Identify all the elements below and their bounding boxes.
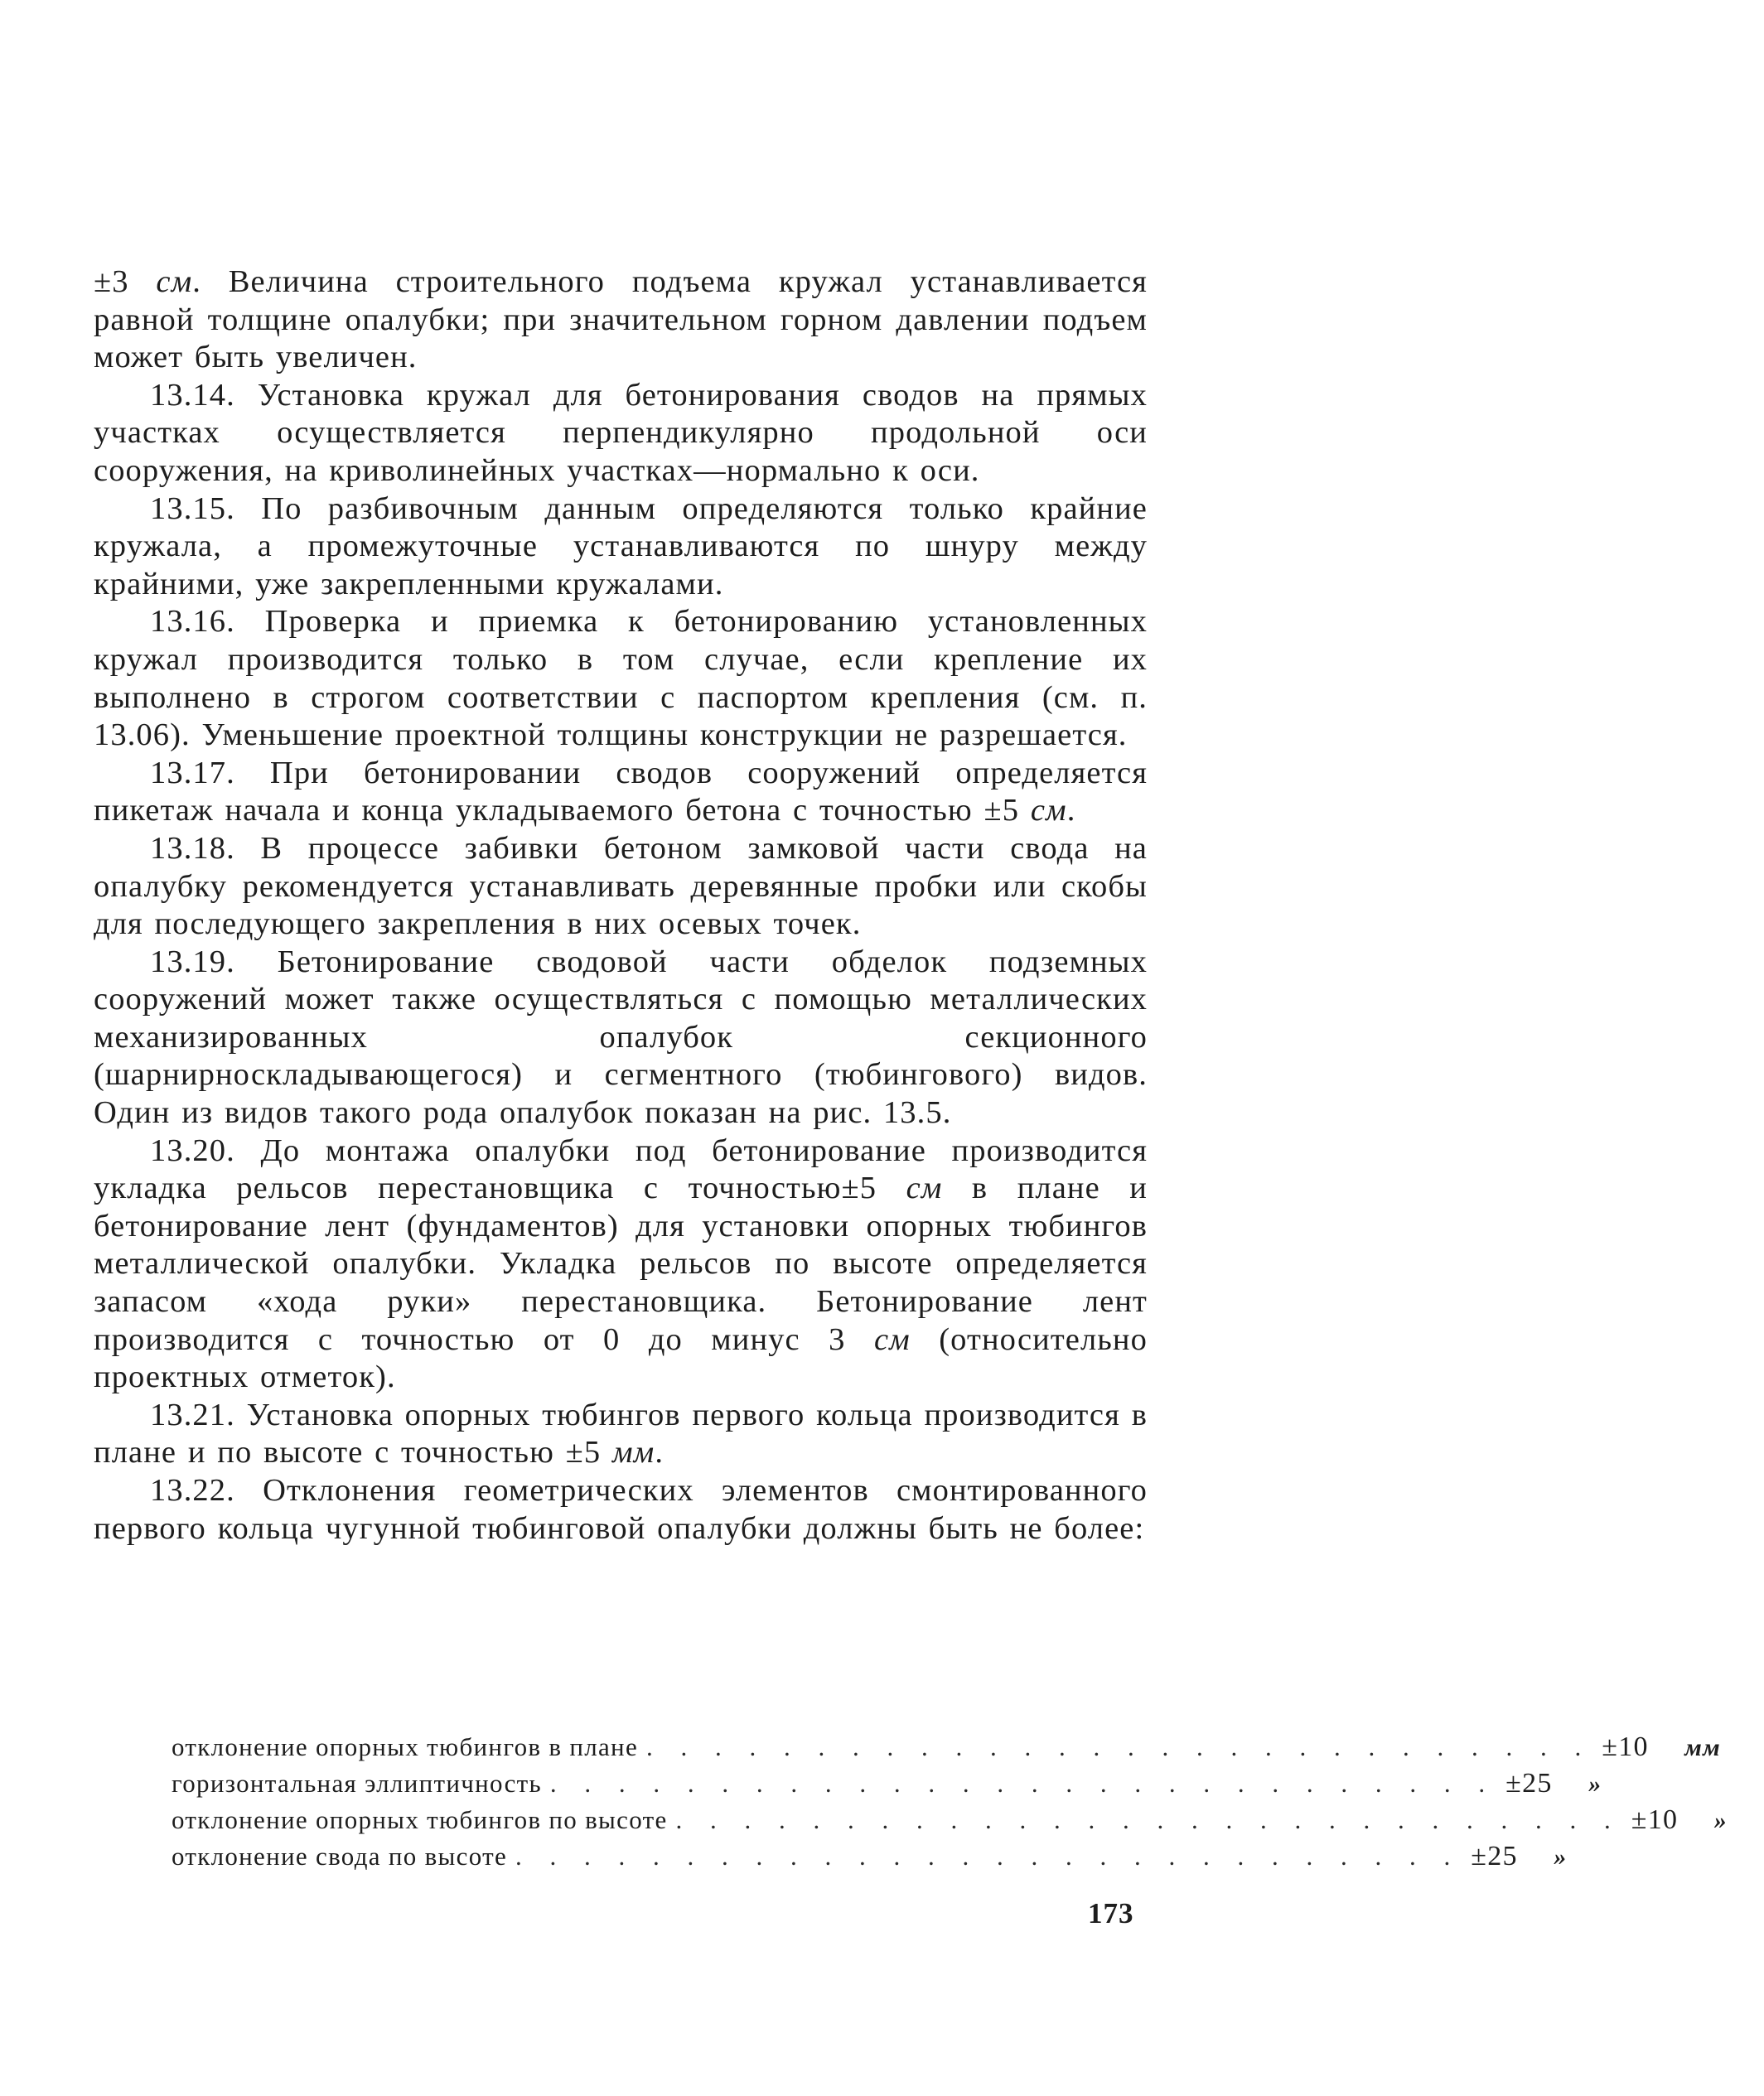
tolerance-label: горизонтальная эллиптичность xyxy=(172,1769,542,1798)
paragraph-text: (относительно проектных отметок). xyxy=(94,1321,1148,1395)
tolerance-unit: » xyxy=(1588,1770,1602,1798)
unit-text: см xyxy=(156,264,193,299)
paragraph-text: 13.20. До монтажа опалубки под бетонирование производится укладка рельсов перестановщика с точностью±5 xyxy=(94,1133,1148,1206)
tolerance-label: отклонение опорных тюбингов по высоте xyxy=(172,1805,668,1834)
unit-text: см xyxy=(873,1321,911,1357)
paragraph-text: 13.18. В процессе забивки бетоном замковой части свода на опалубку рекомендуется устанавливать деревянные пробки или скобы для последующего закрепления в них осевых точек. xyxy=(94,830,1148,942)
tolerance-row xyxy=(172,1731,1721,1768)
unit-text: мм xyxy=(611,1435,655,1471)
paragraph-text: 13.17. При бетонировании сводов сооружений определяется пикетаж начала и конца укладываемого бетона с точностью ±5 xyxy=(94,755,1148,828)
paragraph-text: . xyxy=(1066,793,1076,828)
paragraph-p-13-18 xyxy=(94,830,1148,944)
paragraph-text: 13.21. Установка опорных тюбингов первого кольца производится в плане и по высоте с точностью ±5 xyxy=(94,1397,1148,1471)
paragraph-text: 13.22. Отклонения геометрических элементов смонтированного первого кольца чугунной тюбинговой опалубки должны быть не более: xyxy=(94,1473,1148,1546)
tolerance-table xyxy=(172,1731,1728,1877)
paragraph-p-13-15 xyxy=(94,490,1148,604)
page-number: 173 xyxy=(1088,1897,1134,1929)
unit-text: см xyxy=(1030,793,1067,828)
leader-dots: . . . . . . . . . . . . . . . . . . . . . . . . . . . . xyxy=(646,1732,1592,1761)
paragraph-p-cont xyxy=(94,263,1148,377)
tolerance-unit: » xyxy=(1713,1807,1728,1834)
paragraph-p-13-22 xyxy=(94,1472,1148,1548)
paragraph-p-13-16 xyxy=(94,603,1148,754)
paragraph-p-13-17 xyxy=(94,755,1148,830)
tolerance-value: ±25 xyxy=(1505,1768,1553,1799)
paragraph-p-13-21 xyxy=(94,1397,1148,1472)
paragraph-p-13-14 xyxy=(94,377,1148,490)
tolerance-value: ±10 xyxy=(1631,1804,1679,1835)
paragraph-text: ±3 xyxy=(94,264,157,299)
paragraph-text: в плане и бетонирование лент (фундаментов) для установки опорных тюбингов металлической опалубки. Укладка рельсов по высоте определяется запасом «хода руки» перестановщика. Бетонирование лент производится с точностью от 0 до минус 3 xyxy=(94,1171,1148,1357)
leader-dots: . . . . . . . . . . . . . . . . . . . . . . . . . . . . xyxy=(515,1842,1462,1871)
tolerance-value: ±10 xyxy=(1602,1731,1649,1762)
tolerance-row xyxy=(172,1804,1728,1841)
paragraph-p-13-20 xyxy=(94,1133,1148,1397)
unit-text: см xyxy=(906,1171,943,1206)
paragraph-p-13-19 xyxy=(94,944,1148,1133)
paragraph-text: 13.16. Проверка и приемка к бетонированию установленных кружал производится только в том случае, если крепление их выполнено в строгом соответствии с паспортом крепления (см. п. 13.06). Уменьшение проектной толщины конструкции не разрешается. xyxy=(94,604,1148,753)
tolerance-unit: » xyxy=(1554,1843,1568,1871)
tolerance-row xyxy=(172,1841,1568,1877)
tolerance-unit: мм xyxy=(1684,1734,1721,1761)
paragraph-text: . xyxy=(655,1435,665,1471)
tolerance-value: ±25 xyxy=(1471,1841,1518,1871)
tolerance-row xyxy=(172,1768,1602,1804)
leader-dots: . . . . . . . . . . . . . . . . . . . . . . . . . . . . xyxy=(675,1805,1621,1834)
leader-dots: . . . . . . . . . . . . . . . . . . . . . . . . . . . . xyxy=(549,1769,1496,1798)
paragraph-text: 13.19. Бетонирование сводовой части обделок подземных сооружений может также осуществляться с помощью металлических механизированных опалубок секционного (шарнирноскладывающегося) и сегментного (тюбингового) видов. Один из видов такого рода опалубок показан на рис. 13.5. xyxy=(94,944,1148,1131)
tolerance-label: отклонение свода по высоте xyxy=(172,1842,508,1871)
paragraph-text: 13.15. По разбивочным данным определяются только крайние кружала, а промежуточные устанавливаются по шнуру между крайними, уже закрепленными кружалами. xyxy=(94,490,1148,601)
tolerance-label: отклонение опорных тюбингов в плане xyxy=(172,1732,639,1761)
paragraph-text: . Величина строительного подъема кружал устанавливается равной толщине опалубки; при значительном горном давлении подъем может быть увеличен. xyxy=(94,264,1148,375)
page-body xyxy=(94,263,1148,1548)
paragraph-text: 13.14. Установка кружал для бетонирования сводов на прямых участках осуществляется перпендикулярно продольной оси сооружения, на криволинейных участках—нормально к оси. xyxy=(94,377,1148,488)
